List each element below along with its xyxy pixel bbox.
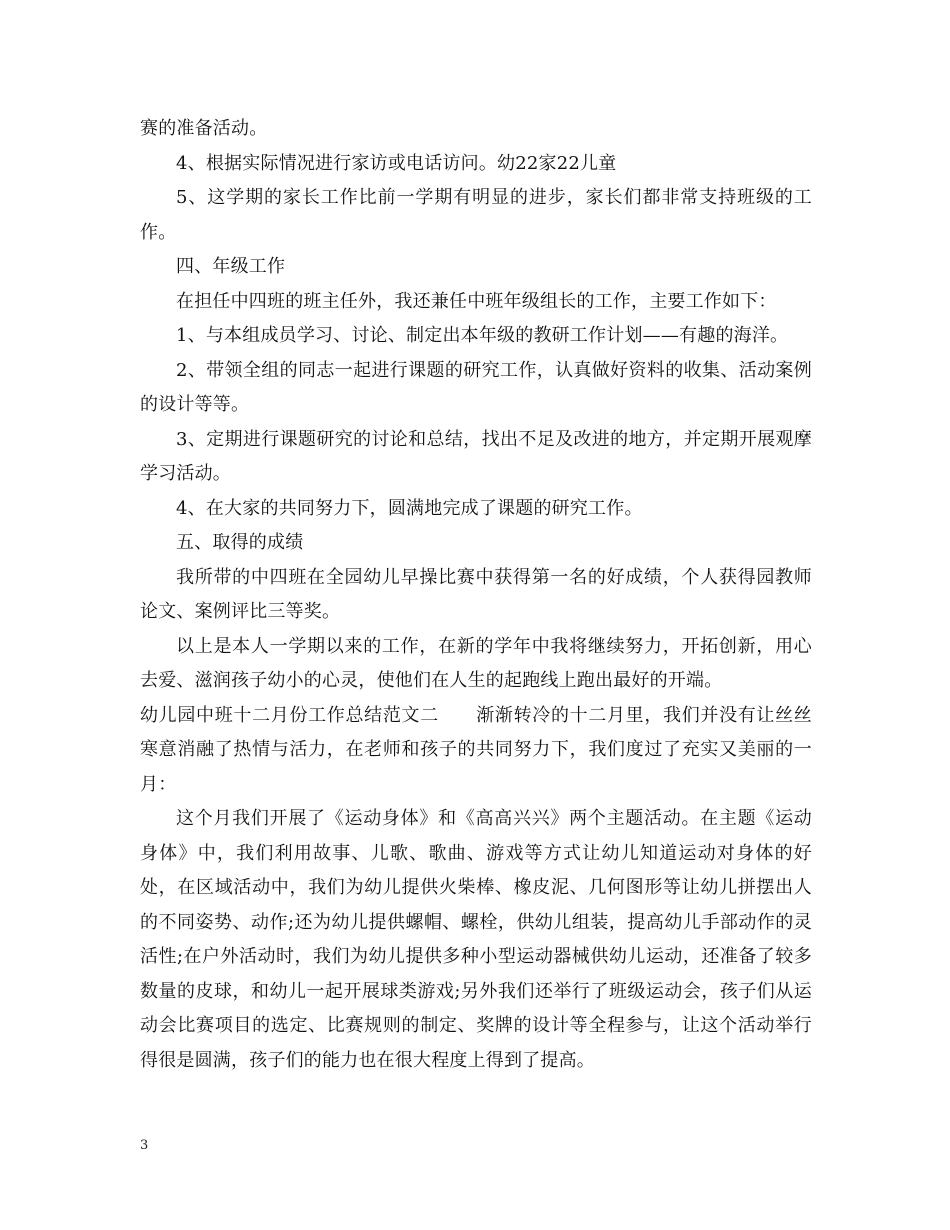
paragraph: 3、定期进行课题研究的讨论和总结，找出不足及改进的地方，并定期开展观摩学习活动。 xyxy=(140,428,812,484)
page-number: 3 xyxy=(140,1138,149,1153)
paragraph: 4、根据实际情况进行家访或电话访问。幼22家22儿童 xyxy=(176,152,617,174)
article-title-paragraph: 幼儿园中班十二月份工作总结范文二 渐渐转冷的十二月里，我们并没有让丝丝寒意消融了热情与活力，在老师和孩子的共同努力下，我们度过了充实又美丽的一月： xyxy=(140,704,812,795)
paragraph: 以上是本人一学期以来的工作，在新的学年中我将继续努力，开拓创新，用心去爱、滋润孩子幼小的心灵，使他们在人生的起跑线上跑出最好的开端。 xyxy=(140,635,812,691)
paragraph: 4、在大家的共同努力下，圆满地完成了课题的研究工作。 xyxy=(176,497,643,519)
paragraph: 5、这学期的家长工作比前一学期有明显的进步，家长们都非常支持班级的工作。 xyxy=(140,187,812,243)
document-body xyxy=(140,112,812,1078)
paragraph: 赛的准备活动。 xyxy=(140,118,268,139)
paragraph: 2、带领全组的同志一起进行课题的研究工作，认真做好资料的收集、活动案例的设计等等。 xyxy=(140,359,812,415)
paragraph: 在担任中四班的班主任外，我还兼任中班年级组长的工作，主要工作如下： xyxy=(176,290,777,312)
section-heading: 五、取得的成绩 xyxy=(176,532,304,553)
paragraph: 我所带的中四班在全园幼儿早操比赛中获得第一名的好成绩，个人获得园教师论文、案例评比三等奖。 xyxy=(140,566,812,622)
section-heading: 四、年级工作 xyxy=(176,256,286,277)
paragraph: 这个月我们开展了《运动身体》和《高高兴兴》两个主题活动。在主题《运动身体》中，我们利用故事、儿歌、歌曲、游戏等方式让幼儿知道运动对身体的好处，在区域活动中，我们为幼儿提供火柴棒、橡皮泥、几何图形等让幼儿拼摆出人的不同姿势、动作;还为幼儿提供螺帽、螺栓，供幼儿组装，提高幼儿手部动作的灵活性;在户外活动时，我们为幼儿提供多种小型运动器械供幼儿运动，还准备了较多数量的皮球，和幼儿一起开展球类游戏;另外我们还举行了班级运动会，孩子们从运动会比赛项目的选定、比赛规则的制定、奖牌的设计等全程参与，让这个活动举行得很是圆满，孩子们的能力也在很大程度上得到了提高。 xyxy=(140,808,812,1071)
paragraph: 1、与本组成员学习、讨论、制定出本年级的教研工作计划——有趣的海洋。 xyxy=(176,325,789,346)
